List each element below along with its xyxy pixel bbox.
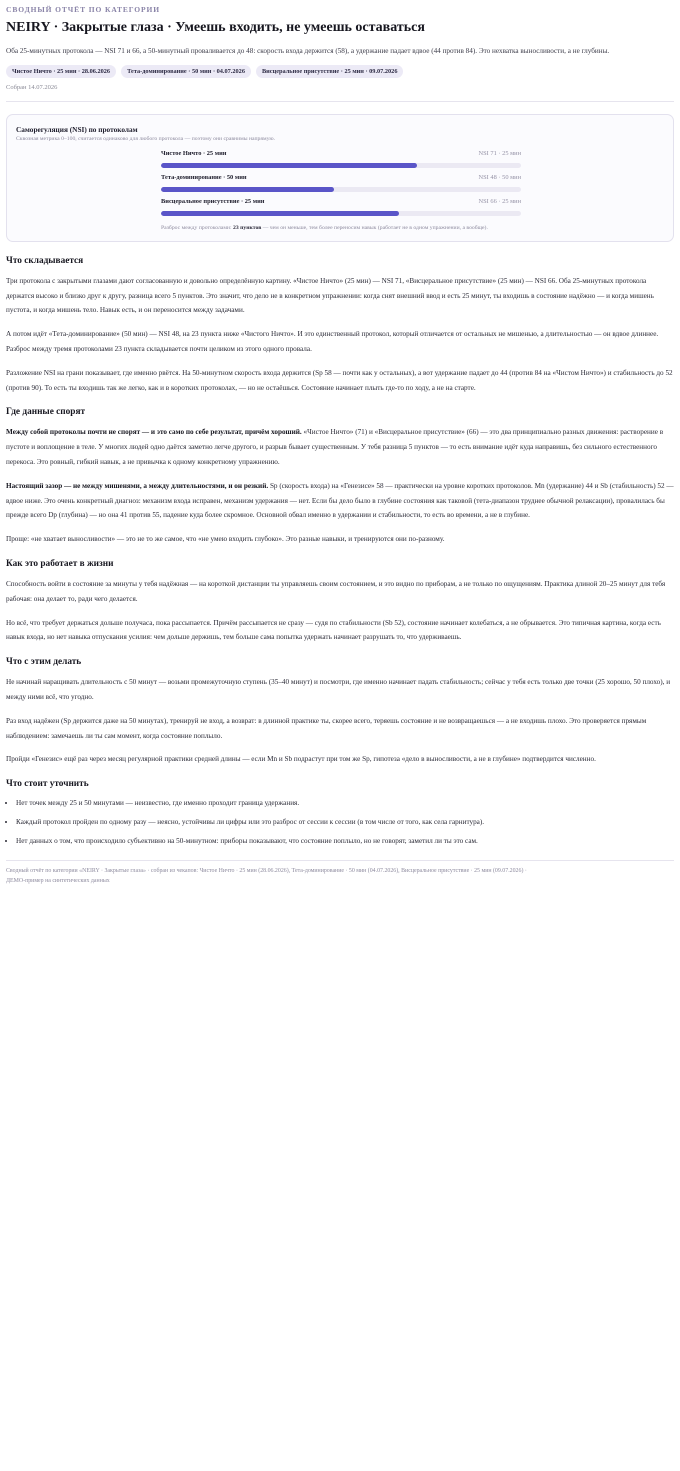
list-item: • Каждый протокол пройден по одному разу — неясно, устойчивы ли цифры или это разброс от сессии к сессии (в том числе от того, как села гарнитура).	[16, 816, 674, 829]
chart-bars	[161, 149, 521, 216]
chart-category-label: Тета-доминирование · 50 мин	[161, 173, 247, 181]
footer-line: ДЕМО-пример на синтетических данных	[6, 878, 110, 885]
list-item: • Нет точек между 25 и 50 минутами — неизвестно, где именно проходит граница удержания.	[16, 797, 674, 810]
paragraph: А потом идёт «Тета-доминирование» (50 мин) — NSI 48, на 23 пункта ниже «Чистого Ничто». И это единственный протокол, который отличается от остальных не мишенью, а длительностью — он вдвое длиннее. Разброс между тремя протоколами 23 пункта складывается почти целиком из этого одного провала.	[6, 330, 659, 353]
paragraph: Пройди «Генезис» ещё раз через месяц регулярной практики средней длины — если Mn и Sb подрастут при том же Sp, гипотеза «дело в выносливости, а не в глубине» подтвердится численно.	[6, 755, 596, 764]
paragraph: Раз вход надёжен (Sp держится даже на 50 минутах), тренируй не вход, а возврат: в длинной практике ты, скорее всего, теряешь состояние и не возвращаешься — а не входишь плохо. Это проверяется прямым наблюдением: замечаешь ли ты сам момент, когда состояние поплыло.	[6, 716, 647, 740]
paragraph: Способность войти в состояние за минуты у тебя надёжная — на короткой дистанции ты управляешь своим состоянием, и это видно по приборам, а не только по ощущениям. Практика длиной 20–25 минут для тебя рабочая: она делает то, ради чего делается.	[6, 579, 666, 603]
paragraph-lead: Между собой протоколы почти не спорят — и это само по себе результат, причём хороший.	[6, 428, 302, 437]
section-heading: Что с этим делать	[6, 657, 82, 668]
section-heading: Где данные спорят	[6, 407, 86, 418]
chart-bar-row	[161, 149, 521, 168]
chart-bar-track	[161, 211, 521, 216]
chart-title: Саморегуляция (NSI) по протоколам	[16, 124, 138, 134]
clarify-list	[6, 797, 674, 848]
report-eyebrow: СВОДНЫЙ ОТЧЁТ ПО КАТЕГОРИИ	[6, 5, 160, 14]
chart-bar-track	[161, 187, 521, 192]
chart-bar-track	[161, 163, 521, 168]
section-heading: Как это работает в жизни	[6, 558, 114, 569]
chart-value-label: NSI 66 · 25 мин	[478, 197, 521, 205]
chart-subtitle: Сквозная метрика 0–100, считается одинаково для любого протокола — поэтому они сравнимы напрямую.	[16, 135, 276, 142]
protocol-chip: Чистое Ничто · 25 мин · 28.06.2026	[6, 65, 116, 78]
protocol-chips	[6, 65, 674, 78]
section-to-clarify	[6, 779, 674, 848]
nsi-chart-card	[6, 114, 674, 242]
paragraph	[6, 479, 674, 523]
chart-bar-header	[161, 197, 521, 207]
chart-category-label: Чистое Ничто · 25 мин	[161, 149, 227, 157]
chart-note-bold: 23 пунктов	[232, 224, 262, 231]
section-what-adds-up	[6, 256, 674, 396]
paragraph-body: «Чистое Ничто» (71) и «Висцеральное присутствие» (66) — это два принципиально разных движения: растворение в пустоте и воплощение в теле. У многих людей одно даётся заметно легче другого, и разрыв бывает существенным. У тебя разница 5 пунктов — то есть внимание идёт куда направишь, без сильного естественного перекоса. Это ровный, гибкий навык, а не привычка к одному конкретному упражнению.	[6, 428, 664, 466]
report-title: NEIRY · Закрытые глаза · Умеешь входить, не умеешь оставаться	[6, 20, 425, 35]
paragraph	[6, 425, 674, 469]
paragraph: Разложение NSI на грани показывает, где именно рвётся. На 50-минутном скорость входа держится (Sp 58 — почти как у остальных), а вот удержание падает до 44 (против 84 на «Чистом Ничто») и стабильность до 52 (против 90). То есть ты входишь так же легко, как и в коротких протоколах, — но не остаёшься. Состояние начинает плыть где-то по ходу, а не на старте.	[6, 368, 673, 392]
divider	[6, 101, 674, 102]
chart-value-label: NSI 48 · 50 мин	[478, 173, 521, 181]
protocol-chip: Висцеральное присутствие · 25 мин · 09.07.2026	[256, 65, 404, 78]
chart-bar-row	[161, 173, 521, 192]
chart-bar	[161, 211, 399, 216]
footer	[6, 866, 674, 886]
section-where-data-disagree	[6, 407, 674, 547]
section-heading: Что стоит уточнить	[6, 779, 89, 790]
chart-bar-row	[161, 197, 521, 216]
collected-date: Собран 14.07.2026	[6, 83, 58, 91]
paragraph: Три протокола с закрытыми глазами дают согласованную и довольно определённую картину. «Чистое Ничто» (25 мин) — NSI 71, «Висцеральное присутствие» (25 мин) — NSI 66. Оба 25-минутных протокола держатся высоко и близко друг к другу, разница всего 5 пунктов. Это значит, что дело не в конкретном упражнении: когда снят внешний ввод и есть 25 минут, ты входишь в состояние надёжно — и когда мишень пустота, и когда мишень тело. Навык есть, и он переносится между задачами.	[6, 276, 654, 315]
chart-note	[161, 223, 521, 233]
protocol-chip: Тета-доминирование · 50 мин · 04.07.2026	[121, 65, 251, 78]
chart-value-label: NSI 71 · 25 мин	[478, 149, 521, 157]
report-subtitle: Оба 25-минутных протокола — NSI 71 и 66, а 50-минутный проваливается до 48: скорость входа держится (58), а удержание падает вдвое (44 против 84). Это нехватка выносливости, а не глубины.	[6, 46, 610, 55]
paragraph-lead: Настоящий зазор — не между мишенями, а между длительностями, и он резкий.	[6, 481, 269, 490]
chart-bar-header	[161, 173, 521, 183]
chart-bar	[161, 163, 417, 168]
chart-category-label: Висцеральное присутствие · 25 мин	[161, 197, 265, 205]
chart-note-prefix: Разброс между протоколами:	[161, 224, 232, 231]
chart-bar	[161, 187, 334, 192]
list-item: • Нет данных о том, что происходило субъективно на 50-минутном: приборы показывают, что состояние поплыло, но не говорят, заметил ли ты это сам.	[16, 835, 674, 848]
chart-bar-header	[161, 149, 521, 159]
footer-divider	[6, 860, 674, 861]
section-heading: Что складывается	[6, 255, 84, 266]
section-what-to-do	[6, 657, 674, 767]
paragraph: Но всё, что требует держаться дольше получаса, пока рассыпается. Причём рассыпается не сразу — судя по стабильности (Sb 52), состояние начинает колебаться, а не обрывается. Это типичная картина, когда есть навык входа, но нет навыка отпускания усилия: чем дольше держишь, тем больше сама попытка удержать начинает разрушать то, что удерживаешь.	[6, 618, 661, 642]
chart-note-suffix: — чем он меньше, тем более переносим навык (работает не в одном упражнении, а вообще).	[262, 224, 488, 231]
footer-line: Сводный отчёт по категории «NEIRY · Закрытые глаза» · собран из чекапов: Чистое Ничто · 25 мин (28.06.2026), Тета-доминирование · 50 мин (04.07.2026), Висцеральное присутствие · 25 мин (09.07.2026) ·	[6, 868, 527, 875]
paragraph-body: Sp (скорость входа) на «Генезисе» 58 — практически на уровне коротких протоколов. Mn (удержание) 44 и Sb (стабильность) 52 — вдвое ниже. Это очень конкретный диагноз: механизм входа исправен, механизм удержания — нет. Если бы дело было в глубине состояния как таковой (тета-диапазон труднее обычной релаксации), провалилась бы прежде всего Dp (глубина) — но она 41 против 55, падение куда более скромное. Основной обвал именно в удержании и стабильности, то есть во времени, а не в глубине.	[6, 481, 674, 520]
section-in-life	[6, 559, 674, 645]
paragraph: Не начинай наращивать длительность с 50 минут — возьми промежуточную ступень (35–40 минут) и посмотри, где именно начинает падать стабильность; сейчас у тебя есть только две точки (25 хорошо, 50 плохо), и между ними всё, что угодно.	[6, 678, 671, 701]
paragraph: Проще: «не хватает выносливости» — это не то же самое, что «не умею входить глубоко». Это разные навыки, и тренируются они по-разному.	[6, 535, 445, 544]
